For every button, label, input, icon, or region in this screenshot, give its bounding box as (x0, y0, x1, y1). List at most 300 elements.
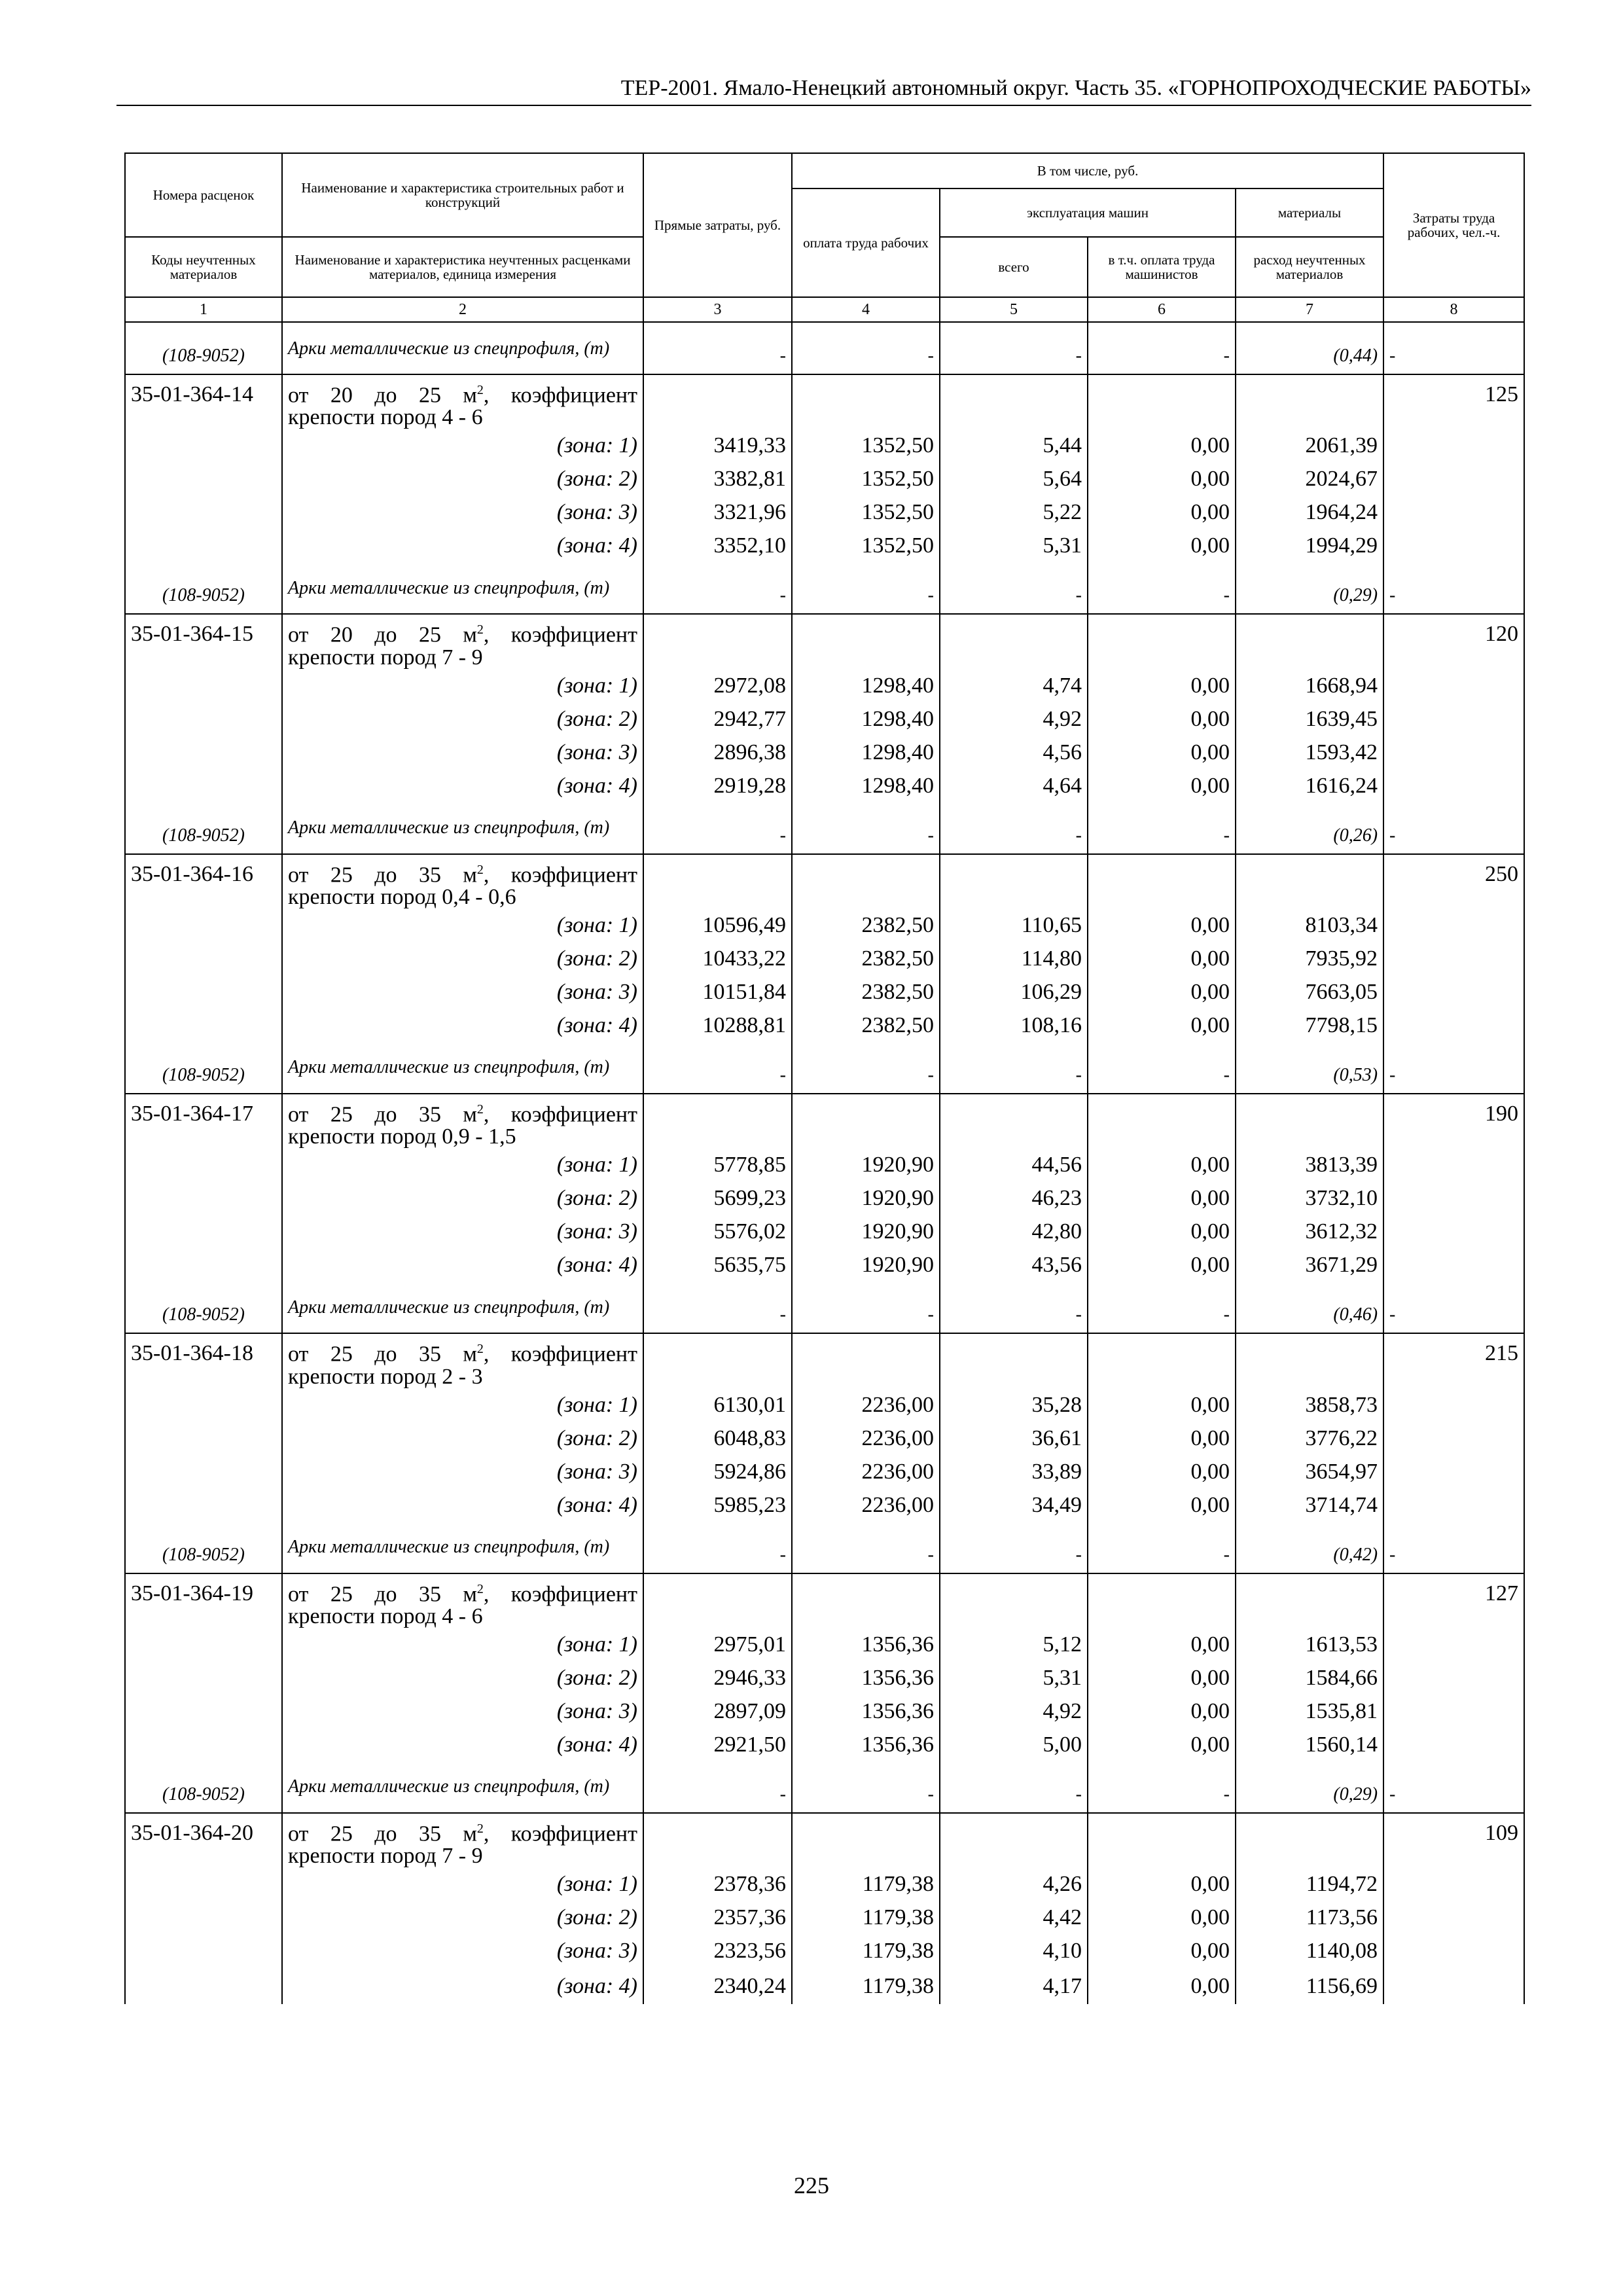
rate-name-part: , коэффициент (483, 1581, 637, 1606)
direct-cost: 2323,56 (643, 1934, 792, 1967)
direct-cost: 2921,50 (643, 1728, 792, 1761)
rate-name-line-2: крепости пород 7 - 9 (288, 645, 483, 670)
machines-cost: 35,28 (940, 1388, 1088, 1422)
zone-label: (зона: 1) (282, 1148, 643, 1181)
empty-cell (1383, 1009, 1524, 1042)
rate-name-line-1 (288, 859, 637, 886)
empty-cell (125, 495, 282, 529)
direct-cost: 10288,81 (643, 1009, 792, 1042)
material-name: Арки металлические из спецпрофиля, (т) (282, 322, 643, 374)
empty-cell (1383, 1901, 1524, 1934)
empty-cell (125, 736, 282, 769)
materials-cost: 3654,97 (1236, 1455, 1383, 1488)
empty-cell (1383, 462, 1524, 495)
rate-name (282, 614, 643, 668)
materials-cost: 7798,15 (1236, 1009, 1383, 1042)
materials-cost: 1639,45 (1236, 702, 1383, 736)
wages-cost: 1298,40 (792, 736, 940, 769)
machinists-cost: 0,00 (1088, 495, 1236, 529)
dash-cell: - (792, 1042, 940, 1094)
wages-cost: 1356,36 (792, 1728, 940, 1761)
machinists-cost: 0,00 (1088, 1488, 1236, 1522)
empty-cell (643, 854, 792, 908)
dash-cell: - (940, 322, 1088, 374)
dash-cell: - (792, 562, 940, 614)
materials-cost: 1560,14 (1236, 1728, 1383, 1761)
machines-cost: 34,49 (940, 1488, 1088, 1522)
zone-label: (зона: 2) (282, 462, 643, 495)
empty-cell (1383, 529, 1524, 562)
empty-cell (125, 1422, 282, 1455)
material-code: (108-9052) (125, 1042, 282, 1094)
empty-cell (1383, 942, 1524, 975)
zone-label: (зона: 1) (282, 908, 643, 942)
rate-name-part: от 25 до 35 м (288, 1342, 477, 1367)
wages-cost: 1179,38 (792, 1901, 940, 1934)
empty-cell (1088, 1813, 1236, 1867)
empty-cell (1383, 1215, 1524, 1248)
wages-cost: 1352,50 (792, 529, 940, 562)
machines-cost: 33,89 (940, 1455, 1088, 1488)
material-value: (0,29) (1236, 562, 1383, 614)
machinists-cost: 0,00 (1088, 942, 1236, 975)
zone-label: (зона: 3) (282, 495, 643, 529)
header-including: В том числе, руб. (792, 153, 1383, 188)
zone-row (125, 1181, 1524, 1215)
empty-cell (125, 1728, 282, 1761)
rate-name-part: , коэффициент (483, 862, 637, 887)
header-work-names: Наименование и характеристика строительных работ и конструкций (282, 153, 643, 237)
materials-cost: 1994,29 (1236, 529, 1383, 562)
rate-name-part: , коэффициент (483, 622, 637, 647)
empty-cell (1088, 1573, 1236, 1628)
machines-cost: 108,16 (940, 1009, 1088, 1042)
rate-name-line-2: крепости пород 0,4 - 0,6 (288, 884, 516, 909)
rate-code: 35-01-364-20 (125, 1813, 282, 1867)
machines-cost: 106,29 (940, 975, 1088, 1009)
material-code: (108-9052) (125, 1522, 282, 1573)
wages-cost: 1920,90 (792, 1248, 940, 1282)
empty-cell (792, 374, 940, 429)
zone-row (125, 462, 1524, 495)
rates-table (124, 152, 1525, 2004)
zone-row (125, 495, 1524, 529)
empty-cell (125, 1215, 282, 1248)
header-materials: материалы (1236, 188, 1383, 237)
superscript: 2 (476, 622, 484, 637)
machinists-cost: 0,00 (1088, 462, 1236, 495)
dash-cell: - (940, 1282, 1088, 1333)
machines-cost: 5,22 (940, 495, 1088, 529)
header-machinists-wages: в т.ч. оплата труда машинистов (1088, 237, 1236, 297)
machinists-cost: 0,00 (1088, 1901, 1236, 1934)
materials-cost: 1140,08 (1236, 1934, 1383, 1967)
empty-cell (125, 1248, 282, 1282)
header-machines-total: всего (940, 237, 1088, 297)
zone-label: (зона: 4) (282, 1248, 643, 1282)
column-number: 2 (282, 297, 643, 322)
empty-cell (1383, 1422, 1524, 1455)
empty-cell (125, 1455, 282, 1488)
empty-cell (125, 1867, 282, 1901)
empty-cell (792, 614, 940, 668)
empty-cell (1383, 1388, 1524, 1422)
empty-cell (1236, 1573, 1383, 1628)
rate-name-line-2: крепости пород 2 - 3 (288, 1364, 483, 1389)
machinists-cost: 0,00 (1088, 1009, 1236, 1042)
rate-item-row (125, 1573, 1524, 1628)
labor-cost: 250 (1383, 854, 1524, 908)
dash-cell: - (643, 562, 792, 614)
empty-cell (1383, 1181, 1524, 1215)
machines-cost: 4,74 (940, 669, 1088, 702)
zone-label: (зона: 1) (282, 429, 643, 462)
zone-row (125, 1728, 1524, 1761)
materials-cost: 3732,10 (1236, 1181, 1383, 1215)
machinists-cost: 0,00 (1088, 1215, 1236, 1248)
empty-cell (940, 1813, 1088, 1867)
wages-cost: 1356,36 (792, 1628, 940, 1661)
empty-cell (125, 1628, 282, 1661)
empty-cell (1236, 1813, 1383, 1867)
superscript: 2 (476, 1581, 484, 1596)
rate-name (282, 854, 643, 908)
material-value: (0,42) (1236, 1522, 1383, 1573)
empty-cell (1383, 495, 1524, 529)
zone-row (125, 1388, 1524, 1422)
empty-cell (1236, 614, 1383, 668)
material-code: (108-9052) (125, 1282, 282, 1333)
zone-row (125, 736, 1524, 769)
rate-name-part: от 25 до 35 м (288, 1581, 477, 1606)
machinists-cost: 0,00 (1088, 1695, 1236, 1728)
header-rate-numbers: Номера расценок (125, 153, 282, 237)
rate-name (282, 1813, 643, 1867)
header-labor: Затраты труда рабочих, чел.-ч. (1383, 153, 1524, 297)
column-number: 7 (1236, 297, 1383, 322)
table-header (125, 153, 1524, 297)
direct-cost: 5699,23 (643, 1181, 792, 1215)
empty-cell (125, 669, 282, 702)
materials-cost: 3714,74 (1236, 1488, 1383, 1522)
empty-cell (125, 1967, 282, 2004)
empty-cell (1383, 1148, 1524, 1181)
superscript: 2 (476, 862, 484, 877)
rate-item-row (125, 1333, 1524, 1388)
empty-cell (1383, 736, 1524, 769)
rate-name-part: , коэффициент (483, 1342, 637, 1367)
direct-cost: 5778,85 (643, 1148, 792, 1181)
empty-cell (1383, 1967, 1524, 2004)
direct-cost: 2340,24 (643, 1967, 792, 2004)
empty-cell (1383, 1628, 1524, 1661)
machines-cost: 46,23 (940, 1181, 1088, 1215)
machinists-cost: 0,00 (1088, 1867, 1236, 1901)
dash-cell: - (643, 1522, 792, 1573)
dash-cell: - (1088, 802, 1236, 854)
materials-cost: 7663,05 (1236, 975, 1383, 1009)
empty-cell (1383, 1934, 1524, 1967)
empty-cell (125, 429, 282, 462)
wages-cost: 1298,40 (792, 702, 940, 736)
rate-name-line-2: крепости пород 4 - 6 (288, 1604, 483, 1628)
zone-label: (зона: 2) (282, 1422, 643, 1455)
empty-cell (125, 1148, 282, 1181)
zone-row (125, 1661, 1524, 1695)
machines-cost: 5,64 (940, 462, 1088, 495)
labor-cost: 120 (1383, 614, 1524, 668)
rate-name (282, 1094, 643, 1148)
machinists-cost: 0,00 (1088, 702, 1236, 736)
empty-cell (125, 908, 282, 942)
rate-name-line-1 (288, 1098, 637, 1126)
wages-cost: 2236,00 (792, 1422, 940, 1455)
rate-item-row (125, 854, 1524, 908)
empty-cell (643, 1094, 792, 1148)
column-number: 5 (940, 297, 1088, 322)
zone-label: (зона: 3) (282, 1934, 643, 1967)
materials-cost: 1584,66 (1236, 1661, 1383, 1695)
material-value: (0,46) (1236, 1282, 1383, 1333)
empty-cell (1383, 1728, 1524, 1761)
empty-cell (940, 614, 1088, 668)
zone-label: (зона: 1) (282, 669, 643, 702)
zone-label: (зона: 1) (282, 1867, 643, 1901)
direct-cost: 3419,33 (643, 429, 792, 462)
machines-cost: 5,00 (940, 1728, 1088, 1761)
material-row (125, 322, 1524, 374)
dash-cell: - (1088, 1522, 1236, 1573)
direct-cost: 2972,08 (643, 669, 792, 702)
material-code: (108-9052) (125, 1761, 282, 1813)
direct-cost: 2378,36 (643, 1867, 792, 1901)
empty-cell (940, 374, 1088, 429)
rate-item-row (125, 1813, 1524, 1867)
direct-cost: 2896,38 (643, 736, 792, 769)
dash-cell: - (792, 1761, 940, 1813)
empty-cell (940, 1573, 1088, 1628)
machinists-cost: 0,00 (1088, 1661, 1236, 1695)
zone-label: (зона: 3) (282, 1215, 643, 1248)
material-name: Арки металлические из спецпрофиля, (т) (282, 562, 643, 614)
header-material-codes: Коды неучтенных материалов (125, 237, 282, 297)
rate-name-part: , коэффициент (483, 1102, 637, 1127)
machines-cost: 5,31 (940, 529, 1088, 562)
rate-name-part: от 25 до 35 м (288, 862, 477, 887)
dash-cell: - (1383, 802, 1524, 854)
machines-cost: 110,65 (940, 908, 1088, 942)
rate-name (282, 1573, 643, 1628)
zone-label: (зона: 2) (282, 1181, 643, 1215)
wages-cost: 1352,50 (792, 495, 940, 529)
column-number: 1 (125, 297, 282, 322)
materials-cost: 3813,39 (1236, 1148, 1383, 1181)
material-row (125, 802, 1524, 854)
zone-row (125, 1867, 1524, 1901)
materials-cost: 2061,39 (1236, 429, 1383, 462)
materials-cost: 3671,29 (1236, 1248, 1383, 1282)
machinists-cost: 0,00 (1088, 1148, 1236, 1181)
zone-row (125, 1009, 1524, 1042)
rate-code: 35-01-364-18 (125, 1333, 282, 1388)
labor-cost: 215 (1383, 1333, 1524, 1388)
machinists-cost: 0,00 (1088, 429, 1236, 462)
materials-cost: 7935,92 (1236, 942, 1383, 975)
material-name: Арки металлические из спецпрофиля, (т) (282, 1522, 643, 1573)
rate-name-line-1 (288, 619, 637, 646)
direct-cost: 2919,28 (643, 769, 792, 802)
empty-cell (643, 1813, 792, 1867)
wages-cost: 1920,90 (792, 1215, 940, 1248)
empty-cell (643, 1573, 792, 1628)
machines-cost: 4,42 (940, 1901, 1088, 1934)
labor-cost: 190 (1383, 1094, 1524, 1148)
zone-row (125, 1422, 1524, 1455)
labor-cost: 109 (1383, 1813, 1524, 1867)
zone-label: (зона: 4) (282, 1009, 643, 1042)
zone-label: (зона: 4) (282, 1488, 643, 1522)
zone-row (125, 1455, 1524, 1488)
empty-cell (125, 1488, 282, 1522)
machines-cost: 5,12 (940, 1628, 1088, 1661)
zone-row (125, 975, 1524, 1009)
machinists-cost: 0,00 (1088, 908, 1236, 942)
dash-cell: - (1088, 1042, 1236, 1094)
labor-cost: 125 (1383, 374, 1524, 429)
empty-cell (1383, 1455, 1524, 1488)
materials-cost: 3612,32 (1236, 1215, 1383, 1248)
empty-cell (1088, 1333, 1236, 1388)
materials-cost: 8103,34 (1236, 908, 1383, 942)
empty-cell (643, 614, 792, 668)
direct-cost: 3352,10 (643, 529, 792, 562)
direct-cost: 3382,81 (643, 462, 792, 495)
zone-row (125, 1967, 1524, 2004)
dash-cell: - (643, 322, 792, 374)
wages-cost: 2382,50 (792, 942, 940, 975)
empty-cell (643, 374, 792, 429)
machinists-cost: 0,00 (1088, 1388, 1236, 1422)
rate-item-row (125, 614, 1524, 668)
machines-cost: 4,92 (940, 702, 1088, 736)
machinists-cost: 0,00 (1088, 975, 1236, 1009)
zone-row (125, 908, 1524, 942)
dash-cell: - (1383, 322, 1524, 374)
empty-cell (125, 462, 282, 495)
dash-cell: - (940, 562, 1088, 614)
rate-name-part: , коэффициент (483, 383, 637, 408)
wages-cost: 1356,36 (792, 1695, 940, 1728)
empty-cell (125, 702, 282, 736)
zone-row (125, 1148, 1524, 1181)
header-wages: оплата труда рабочих (792, 188, 940, 297)
empty-cell (125, 1388, 282, 1422)
direct-cost: 2897,09 (643, 1695, 792, 1728)
rate-name-part: , коэффициент (483, 1821, 637, 1846)
zone-row (125, 1248, 1524, 1282)
machines-cost: 5,44 (940, 429, 1088, 462)
dash-cell: - (792, 1522, 940, 1573)
rate-item-row (125, 374, 1524, 429)
material-name: Арки металлические из спецпрофиля, (т) (282, 802, 643, 854)
zone-label: (зона: 2) (282, 1901, 643, 1934)
zone-label: (зона: 2) (282, 702, 643, 736)
dash-cell: - (1088, 322, 1236, 374)
table-body (125, 297, 1524, 2004)
wages-cost: 1179,38 (792, 1867, 940, 1901)
column-numbers-row (125, 297, 1524, 322)
zone-label: (зона: 3) (282, 1695, 643, 1728)
zone-row (125, 1695, 1524, 1728)
materials-cost: 1593,42 (1236, 736, 1383, 769)
dash-cell: - (940, 1522, 1088, 1573)
dash-cell: - (643, 1282, 792, 1333)
zone-row (125, 702, 1524, 736)
zone-row (125, 1215, 1524, 1248)
material-code: (108-9052) (125, 322, 282, 374)
column-number: 3 (643, 297, 792, 322)
machinists-cost: 0,00 (1088, 736, 1236, 769)
wages-cost: 1920,90 (792, 1181, 940, 1215)
wages-cost: 1920,90 (792, 1148, 940, 1181)
material-code: (108-9052) (125, 562, 282, 614)
zone-label: (зона: 2) (282, 942, 643, 975)
zone-label: (зона: 4) (282, 1728, 643, 1761)
zone-row (125, 942, 1524, 975)
direct-cost: 3321,96 (643, 495, 792, 529)
material-row (125, 1522, 1524, 1573)
zone-label: (зона: 4) (282, 529, 643, 562)
rate-name-line-1 (288, 1338, 637, 1365)
empty-cell (1383, 1867, 1524, 1901)
zone-row (125, 1628, 1524, 1661)
machinists-cost: 0,00 (1088, 1728, 1236, 1761)
material-name: Арки металлические из спецпрофиля, (т) (282, 1761, 643, 1813)
rate-name (282, 374, 643, 429)
machines-cost: 4,17 (940, 1967, 1088, 2004)
header-material-names: Наименование и характеристика неучтенных расценками материалов, единица измерения (282, 237, 643, 297)
rate-code: 35-01-364-17 (125, 1094, 282, 1148)
machinists-cost: 0,00 (1088, 1422, 1236, 1455)
direct-cost: 5985,23 (643, 1488, 792, 1522)
empty-cell (792, 1333, 940, 1388)
empty-cell (1383, 1248, 1524, 1282)
dash-cell: - (643, 1761, 792, 1813)
zone-label: (зона: 3) (282, 1455, 643, 1488)
zone-label: (зона: 3) (282, 975, 643, 1009)
dash-cell: - (1088, 562, 1236, 614)
direct-cost: 2946,33 (643, 1661, 792, 1695)
machinists-cost: 0,00 (1088, 1628, 1236, 1661)
labor-cost: 127 (1383, 1573, 1524, 1628)
wages-cost: 1352,50 (792, 429, 940, 462)
machines-cost: 36,61 (940, 1422, 1088, 1455)
rate-name-line-1 (288, 1818, 637, 1845)
zone-row (125, 769, 1524, 802)
direct-cost: 10151,84 (643, 975, 792, 1009)
rate-name-line-2: крепости пород 0,9 - 1,5 (288, 1124, 516, 1149)
empty-cell (792, 1094, 940, 1148)
material-row (125, 562, 1524, 614)
dash-cell: - (643, 802, 792, 854)
materials-cost: 2024,67 (1236, 462, 1383, 495)
direct-cost: 5924,86 (643, 1455, 792, 1488)
rate-name-line-1 (288, 379, 637, 406)
wages-cost: 1352,50 (792, 462, 940, 495)
dash-cell: - (792, 802, 940, 854)
dash-cell: - (940, 1042, 1088, 1094)
document-header (116, 72, 1531, 106)
